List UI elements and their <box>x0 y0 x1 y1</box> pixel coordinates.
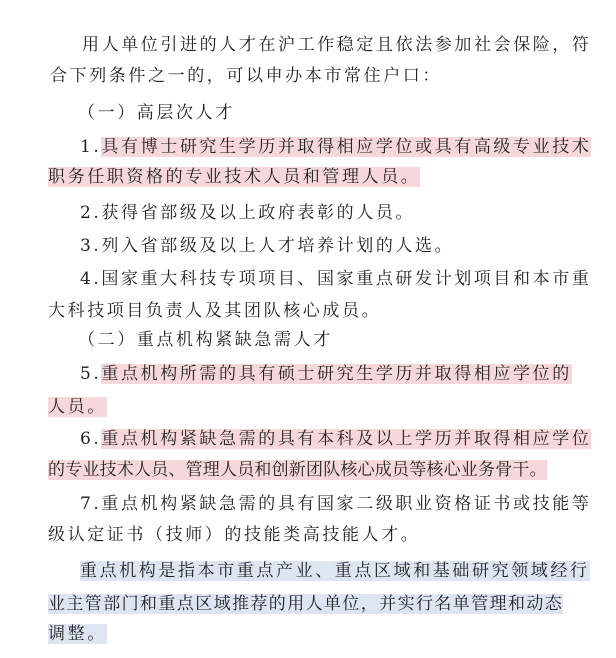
item-7-line-1: 7.重点机构紧缺急需的具有国家二级职业资格证书或技能等 <box>80 494 592 514</box>
item-5-highlight-1: 重点机构所需的具有硕士研究生学历并取得相应学位的 <box>101 364 572 384</box>
item-6-number: 6. <box>80 429 102 449</box>
note-highlight-3: 调整。 <box>48 624 107 644</box>
item-1-line-1 <box>80 133 591 161</box>
item-6-highlight-1: 重点机构紧缺急需的具有本科及以上学历并取得相应学位 <box>101 429 592 449</box>
item-4-line-2: 大科技项目负责人及其团队核心成员。 <box>48 301 382 321</box>
item-7-line-2: 级认定证书（技师）的技能类高技能人才。 <box>48 525 421 545</box>
item-1-number: 1. <box>80 137 102 157</box>
note-highlight-1: 重点机构是指本市重点产业、重点区域和基础研究领域经行 <box>80 561 590 581</box>
note-line-2 <box>48 590 563 618</box>
item-6-line-1 <box>80 425 591 453</box>
item-5-highlight-2: 人员。 <box>48 397 107 417</box>
intro-line-1: 用人单位引进的人才在沪工作稳定且依法参加社会保险，符 <box>82 35 592 55</box>
item-6-highlight-2: 的专业技术人员、管理人员和创新团队核心成员等核心业务骨干。 <box>48 460 547 480</box>
item-1-highlight-2: 职务任职资格的专业技术人员和管理人员。 <box>48 167 421 187</box>
item-4-line-1: 4.国家重大科技专项项目、国家重点研发计划项目和本市重 <box>80 269 592 289</box>
note-line-1 <box>80 557 590 585</box>
item-3: 3.列入省部级及以上人才培养计划的人选。 <box>80 236 455 256</box>
section-heading-key-institution-talent: （二）重点机构紧缺急需人才 <box>78 330 333 350</box>
note-line-3 <box>48 620 107 648</box>
item-1-highlight-1: 具有博士研究生学历并取得相应学位或具有高级专业技术 <box>101 137 592 157</box>
item-1-line-2 <box>48 163 420 191</box>
note-highlight-2: 业主管部门和重点区域推荐的用人单位，并实行名单管理和动态 <box>48 594 564 614</box>
item-2: 2.获得省部级及以上政府表彰的人员。 <box>80 203 416 223</box>
item-6-line-2 <box>48 456 547 484</box>
item-5-number: 5. <box>80 364 102 384</box>
section-heading-high-level-talent: （一）高层次人才 <box>78 103 235 123</box>
item-5-line-2 <box>48 393 107 421</box>
intro-line-2: 合下列条件之一的，可以申办本市常住户口： <box>50 66 442 86</box>
item-5-line-1 <box>80 360 572 388</box>
